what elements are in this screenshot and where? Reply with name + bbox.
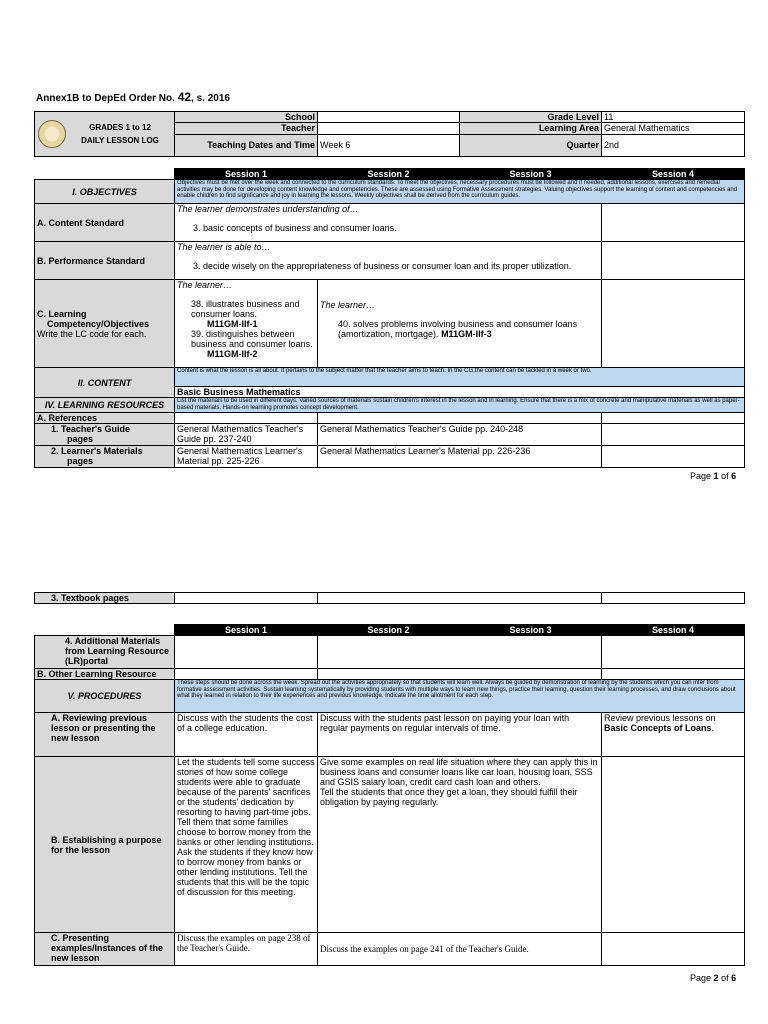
page2-header-blank <box>35 625 175 636</box>
page-2-of: of <box>721 973 729 983</box>
daily-lesson-log-label: DAILY LESSON LOG <box>81 136 159 145</box>
content-value: Basic Business Mathematics <box>175 387 745 398</box>
review-s4-period: . <box>711 723 715 733</box>
deped-seal-icon <box>38 120 66 148</box>
page-1-prefix: Page <box>690 471 712 481</box>
learners-materials-label <box>35 446 175 468</box>
header-table <box>34 111 745 157</box>
other-s1 <box>175 669 318 680</box>
additional-materials-label: 4. Additional Materials from Learning Resource (LR)portal <box>35 636 175 669</box>
references-s1 <box>175 413 318 424</box>
page-2-total: 6 <box>731 973 737 983</box>
quarter-label: Quarter <box>460 134 602 157</box>
purpose-label: B. Establishing a purpose for the lesson <box>35 757 175 933</box>
competency-s2-item-wrap <box>320 319 599 339</box>
textbook-s2 <box>318 593 602 604</box>
presenting-label: C. Presenting examples/Instances of the new lesson <box>35 933 175 966</box>
quarter-value: 2nd <box>602 134 745 157</box>
page2-textbook-table <box>34 592 745 604</box>
performance-standard-item: 3. decide wisely on the appropriateness of business or consumer loan and its proper utilization. <box>193 261 572 271</box>
learners-materials-s2: General Mathematics Learner's Material pp. 226-236 <box>318 446 602 468</box>
review-label: A. Reviewing previous lesson or presenting the new lesson <box>35 713 175 757</box>
review-s2: Discuss with the students past lesson on paying your loan with regular payments on regular intervals of time. <box>318 713 602 757</box>
teaching-dates-value: Week 6 <box>318 134 460 157</box>
presenting-s2: Discuss the examples on page 241 of the Teacher's Guide. <box>318 933 602 966</box>
resources-label: IV. LEARNING RESOURCES <box>35 398 175 413</box>
resources-note: List the materials to be used in different days. Varied sources of materials sustain children's interest in the lesson and in learning. Ensure that there is a mix of concrete and manipulative materials as well as paper-based materials. Hands-on learning promotes concept development. <box>175 398 745 413</box>
learners-materials-label-line1: 2. Learner's Materials <box>51 446 143 456</box>
presenting-s4 <box>602 933 745 966</box>
teacher-value <box>318 123 460 134</box>
header-logo-cell <box>35 112 175 157</box>
page2-session-2-header: Session 2 <box>318 625 460 636</box>
page-2-prefix: Page <box>690 973 712 983</box>
session-3-header: Session 3 <box>460 169 602 180</box>
page-2-number <box>690 973 736 983</box>
page2-session-1-header: Session 1 <box>175 625 318 636</box>
additional-s4 <box>602 636 745 669</box>
grade-level-value: 11 <box>602 112 745 123</box>
page2-session-3-header: Session 3 <box>460 625 602 636</box>
textbook-s4 <box>602 593 745 604</box>
annex-title <box>36 90 230 104</box>
review-s4-text: Review previous lessons on <box>604 713 716 723</box>
competency-label-line2: Competency/Objectives <box>47 318 150 329</box>
learners-materials-s4 <box>602 446 745 468</box>
purpose-s2 <box>318 757 602 933</box>
purpose-s4 <box>602 757 745 933</box>
school-label: School <box>175 112 318 123</box>
teachers-guide-s2: General Mathematics Teacher's Guide pp. 240-248 <box>318 424 602 446</box>
objectives-note: Objectives must be met over the week and connected to the curriculum standards. To meet the objectives, necessary procedures must be followed and if needed, additional lessons, exercises and remedial activities may be done for developing content knowledge and competencies. These are assessed using Formative Assessment strategies. Valuing objectives support the learning of content and competencies and enable children to find significance and joy in learning the lessons. Weekly objectives shall be derived from the curriculum guides. <box>175 180 745 204</box>
references-s2 <box>318 413 602 424</box>
header-blank <box>35 169 175 180</box>
competency-s1-code1: M11GM-IIf-1 <box>207 319 258 329</box>
page-1-of: of <box>721 471 729 481</box>
page2-session-4-header: Session 4 <box>602 625 745 636</box>
learners-materials-s1: General Mathematics Learner's Material pp. 225-226 <box>175 446 318 468</box>
review-s4-topic: Basic Concepts of Loans <box>604 723 712 733</box>
other-s4 <box>602 669 745 680</box>
content-standard-item: 3. basic concepts of business and consumer loans. <box>193 223 397 233</box>
purpose-s2-examples: Give some examples on real life situation where they can apply this in business loans and consumer loans like car loan, housing loan, SSS and GSIS salary loan, credit card cash loan and others. <box>320 757 598 787</box>
grade-level-label: Grade Level <box>460 112 602 123</box>
competency-label-line3: Write the LC code for each. <box>37 328 147 339</box>
performance-standard-intro: The learner is able to… <box>177 242 271 252</box>
textbook-pages-label: 3. Textbook pages <box>35 593 175 604</box>
grades-label: GRADES 1 to 12 <box>89 123 151 132</box>
presenting-s1: Discuss the examples on page 238 of the Teacher's Guide. <box>175 933 318 966</box>
content-standard-label: A. Content Standard <box>35 204 175 242</box>
competency-s2-intro: The learner… <box>320 300 376 310</box>
content-standard-intro: The learner demonstrates understanding of… <box>177 204 359 214</box>
page-2-num: 2 <box>713 973 719 983</box>
teachers-guide-label <box>35 424 175 446</box>
page1-lesson-table <box>34 168 745 468</box>
school-value <box>318 112 460 123</box>
competency-s2 <box>318 280 602 368</box>
teaching-dates-label: Teaching Dates and Time <box>175 134 318 157</box>
objectives-label: I. OBJECTIVES <box>35 180 175 204</box>
procedures-label: V. PROCEDURES <box>35 680 175 713</box>
session-1-header: Session 1 <box>175 169 318 180</box>
content-standard-cell <box>175 204 602 242</box>
page-1-number <box>690 471 736 481</box>
teachers-guide-s1: General Mathematics Teacher's Guide pp. 237-240 <box>175 424 318 446</box>
additional-s1 <box>175 636 318 669</box>
textbook-s1 <box>175 593 318 604</box>
learning-area-value: General Mathematics <box>602 123 745 134</box>
page-1-total: 6 <box>731 471 737 481</box>
teachers-guide-label-line2: pages <box>67 434 94 444</box>
other-resource-label: B. Other Learning Resource <box>35 669 175 680</box>
additional-s2 <box>318 636 602 669</box>
purpose-s1: Let the students tell some success stories of how some college students were able to graduate because of the parents' sacrifices or the students' dedication by resorting to having part-time jobs. Tell them that some families choose to borrow money from the banks or other lending institutions. Ask the students if they know how to borrow money from banks or other lending institutions. Tell the students that this will be the topic of discussion for this meeting. <box>175 757 318 933</box>
teacher-label: Teacher <box>175 123 318 134</box>
learners-materials-label-line2: pages <box>67 456 94 466</box>
teachers-guide-label-line1: 1. Teacher's Guide <box>51 424 131 434</box>
competency-s2-code: M11GM-IIf-3 <box>441 329 492 339</box>
teachers-guide-s4 <box>602 424 745 446</box>
content-note: Content is what the lesson is all about. It pertains to the subject matter that the teacher aims to teach. In the CG,the content can be tackled in a week or two. <box>175 368 745 387</box>
learning-area-label: Learning Area <box>460 123 602 134</box>
annex-series: , s. 2016 <box>191 93 230 104</box>
competency-label <box>35 280 175 368</box>
competency-label-line1: C. Learning <box>37 308 87 319</box>
references-s4 <box>602 413 745 424</box>
performance-standard-s4 <box>602 242 745 280</box>
performance-standard-cell <box>175 242 602 280</box>
review-s4 <box>602 713 745 757</box>
purpose-s2-obligation: Tell the students that once they get a loan, they should fulfill their obligation by paying regularly. <box>320 787 578 807</box>
page-1-num: 1 <box>713 471 719 481</box>
content-label: II. CONTENT <box>35 368 175 398</box>
annex-number: 42 <box>177 90 192 104</box>
performance-standard-label: B. Performance Standard <box>35 242 175 280</box>
competency-s1-item1: 38. illustrates business and consumer loans. <box>191 299 300 319</box>
page2-lesson-table <box>34 624 745 966</box>
content-standard-s4 <box>602 204 745 242</box>
other-s2 <box>318 669 602 680</box>
competency-s1-code2: M11GM-IIf-2 <box>207 349 258 359</box>
annex-prefix: Annex1B to DepEd Order No. <box>36 93 175 104</box>
competency-s1-item2: 39. distinguishes between business and consumer loans. <box>191 329 313 349</box>
review-s1: Discuss with the students the cost of a college education. <box>175 713 318 757</box>
competency-s4 <box>602 280 745 368</box>
competency-s2-item: 40. solves problems involving business and consumer loans (amortization, mortgage). <box>338 319 578 339</box>
references-label: A. References <box>35 413 175 424</box>
session-2-header: Session 2 <box>318 169 460 180</box>
competency-s1 <box>175 280 318 368</box>
session-4-header: Session 4 <box>602 169 745 180</box>
procedures-note: These steps should be done across the week. Spread out the activities appropriately so that students will learn well. Always be guided by demonstration of learning by the students which you can infer from formative assessment activities. Sustain learning systematically by providing students with multiple ways to learn new things, practice their learning, question their learning processes, and draw conclusions about what they learned in relation to their life experiences and previous knowledge. Indicate the time allotment for each step. <box>175 680 745 713</box>
competency-s1-intro: The learner… <box>177 280 233 290</box>
